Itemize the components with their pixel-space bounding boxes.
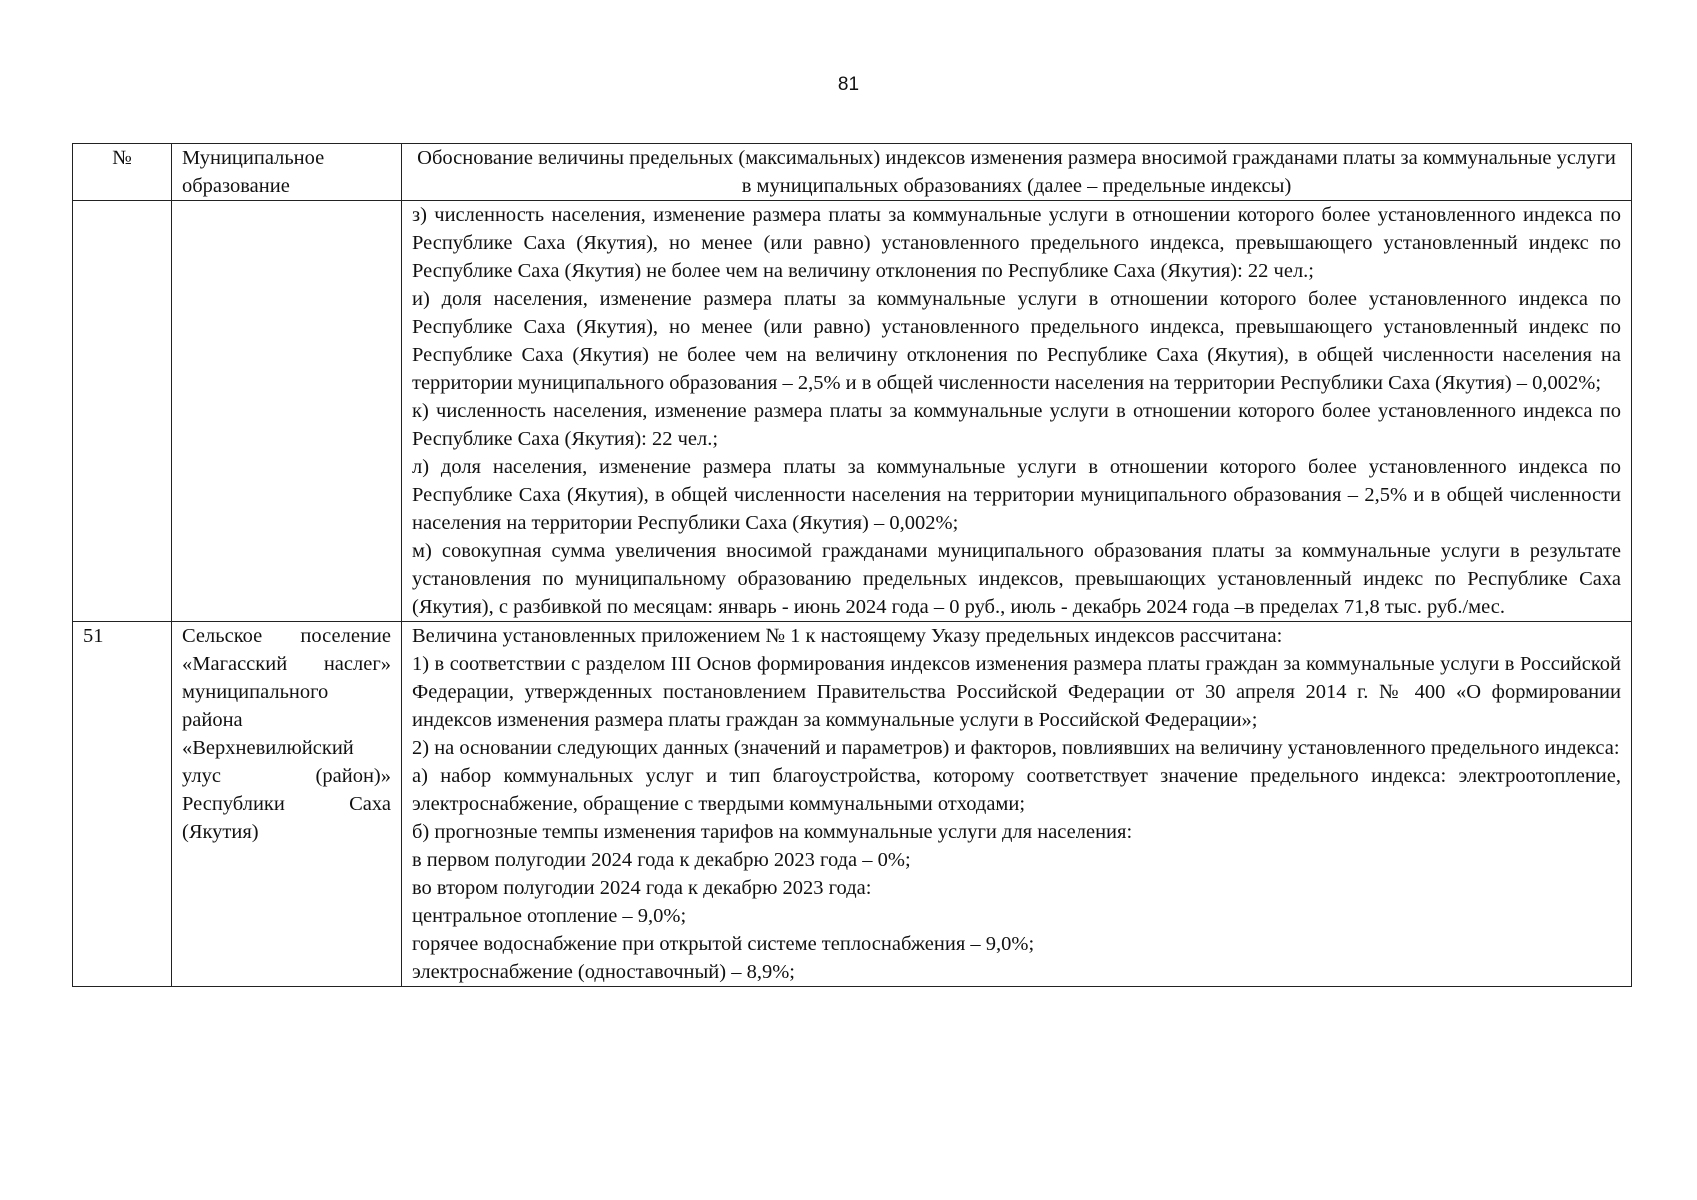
justification-paragraph: Величина установленных приложением № 1 к настоящему Указу предельных индексов рассчитана: [412, 625, 1283, 647]
justification-paragraph: а) набор коммунальных услуг и тип благоустройства, которому соответствует значение предельного индекса: электроотопление, электроснабжение, обращение с твердыми коммунальными отходами; [412, 765, 1621, 815]
table-row [73, 622, 1632, 987]
justification-paragraph: з) численность населения, изменение размера платы за коммунальные услуги в отношении которого более установленного индекса по Республике Саха (Якутия), но менее (или равно) установленного предельного индекса, превышающего установленный индекс по Республике Саха (Якутия) не более чем на величину отклонения по Республике Саха (Якутия): 22 чел.; [412, 204, 1621, 282]
justification-paragraph: в первом полугодии 2024 года к декабрю 2023 года – 0%; [412, 849, 911, 871]
table-row [73, 201, 1632, 622]
row-number [73, 201, 172, 622]
justification-paragraph: 1) в соответствии с разделом III Основ формирования индексов изменения размера платы граждан за коммунальные услуги в Российской Федерации, утвержденных постановлением Правительства Российской Федерации от 30 апреля 2014 г. № 400 «О формировании индексов изменения размера платы граждан за коммунальные услуги в Российской Федерации»; [412, 653, 1621, 731]
justification-paragraph: 2) на основании следующих данных (значений и параметров) и факторов, повлиявших на величину установленного предельного индекса: [412, 737, 1620, 759]
table-header-row [73, 144, 1632, 201]
page-number: 81 [837, 74, 860, 95]
justification-paragraph: центральное отопление – 9,0%; [412, 905, 687, 927]
row-justification [402, 201, 1632, 622]
justification-paragraph: во втором полугодии 2024 года к декабрю 2023 года: [412, 877, 872, 899]
header-municipality: Муниципальное образование [172, 144, 402, 201]
justification-paragraph: л) доля населения, изменение размера платы за коммунальные услуги в отношении которого более установленного индекса по Республике Саха (Якутия), в общей численности населения на территории муниципального образования – 2,5% и в общей численности населения на территории Республики Саха (Якутия) – 0,002%; [412, 456, 1621, 534]
justification-paragraph: б) прогнозные темпы изменения тарифов на коммунальные услуги для населения: [412, 821, 1133, 843]
justification-paragraph: и) доля населения, изменение размера платы за коммунальные услуги в отношении которого более установленного индекса по Республике Саха (Якутия), но менее (или равно) установленного предельного индекса, превышающего установленный индекс по Республике Саха (Якутия) не более чем на величину отклонения по Республике Саха (Якутия), в общей численности населения на территории муниципального образования – 2,5% и в общей численности населения на территории Республики Саха (Якутия) – 0,002%; [412, 288, 1621, 394]
justification-paragraph: горячее водоснабжение при открытой системе теплоснабжения – 9,0%; [412, 933, 1035, 955]
row-municipality: Сельское поселение «Магасский наслег» муниципального района «Верхневилюйский улус (район)» Республики Саха (Якутия) [172, 622, 402, 987]
justification-paragraph: м) совокупная сумма увеличения вносимой гражданами муниципального образования платы за коммунальные услуги в результате установления по муниципальному образованию предельных индексов, превышающих установленный индекс по Республике Саха (Якутия), с разбивкой по месяцам: январь - июнь 2024 года – 0 руб., июль - декабрь 2024 года –в пределах 71,8 тыс. руб./мес. [412, 540, 1621, 618]
header-justification: Обоснование величины предельных (максимальных) индексов изменения размера вносимой гражданами платы за коммунальные услуги в муниципальных образованиях (далее – предельные индексы) [402, 144, 1632, 201]
row-justification [402, 622, 1632, 987]
row-number: 51 [73, 622, 172, 987]
justification-paragraph: к) численность населения, изменение размера платы за коммунальные услуги в отношении которого более установленного индекса по Республике Саха (Якутия): 22 чел.; [412, 400, 1621, 450]
justification-paragraph: электроснабжение (одноставочный) – 8,9%; [412, 961, 795, 983]
header-number: № [73, 144, 172, 201]
justification-table [72, 143, 1632, 987]
row-municipality [172, 201, 402, 622]
